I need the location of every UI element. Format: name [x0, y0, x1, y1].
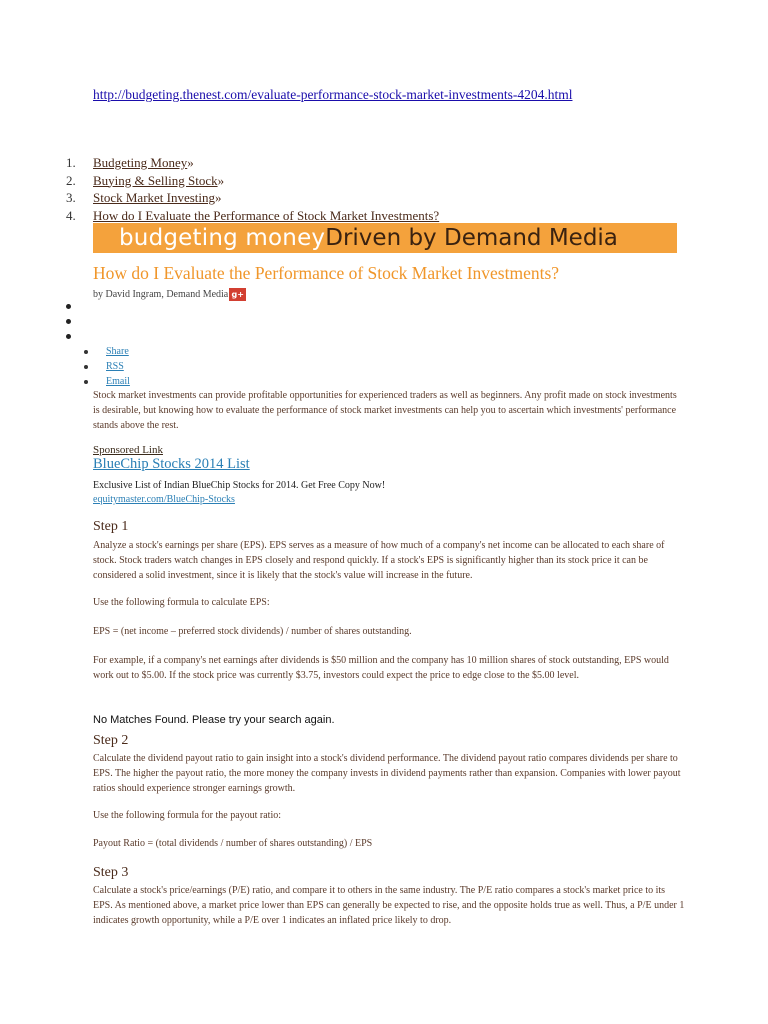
empty-bullet [66, 319, 71, 324]
breadcrumb-link-stock-market-investing[interactable]: Stock Market Investing [93, 190, 216, 205]
breadcrumb-item [66, 207, 439, 225]
source-url-link[interactable]: http://budgeting.thenest.com/evaluate-performance-stock-market-investments-4204.html [93, 87, 573, 102]
list-item [84, 359, 130, 374]
step-2-heading: Step 2 [93, 733, 129, 748]
article-byline [93, 288, 246, 301]
bullet-icon [84, 365, 88, 369]
brand-banner [93, 223, 677, 253]
breadcrumb-link-buying-selling-stock[interactable]: Buying & Selling Stock [93, 172, 218, 188]
step-2-formula: Payout Ratio = (total dividends / number of shares outstanding) / EPS [93, 838, 373, 849]
search-no-match-message: No Matches Found. Please try your search again. [93, 714, 335, 726]
step-2-paragraph: Calculate the dividend payout ratio to gain insight into a stock's dividend performance. The dividend payout ratio compares dividends per share to EPS. The higher the payout ratio, the more money the company invests in dividend payments rather than expansion. Companies with lower payout ratios should experience stronger earnings growth. [93, 753, 681, 794]
empty-bullet [66, 334, 71, 339]
step-3-heading: Step 3 [93, 865, 129, 880]
step-1-formula-intro: Use the following formula to calculate EPS: [93, 597, 270, 608]
list-item [84, 374, 130, 389]
article-title: How do I Evaluate the Performance of Stock Market Investments? [93, 263, 560, 283]
share-link[interactable]: Share [106, 346, 129, 357]
brand-tagline: Driven by Demand Media [325, 225, 618, 251]
step-1-example: For example, if a company's net earnings after dividends is $50 million and the company has 10 million shares of stock outstanding, EPS would work out to $5.00. If the stock price was currently $3.75, investors could expect the price to edge close to the $5.00 level. [93, 655, 669, 681]
breadcrumb-number: 4. [66, 207, 76, 223]
email-link[interactable]: Email [106, 376, 130, 387]
breadcrumb-item [66, 172, 439, 190]
breadcrumb [66, 154, 439, 224]
step-1-paragraph: Analyze a stock's earnings per share (EPS). EPS serves as a measure of how much of a company's net income can be allocated to each share of stock. Stock traders watch changes in EPS closely and respond quickly. If a stock's EPS is significantly higher than its stock price it can be considered a solid investment, since it is likely that the stock's value will increase in the future. [93, 540, 665, 581]
share-links-list [84, 344, 130, 389]
breadcrumb-link-current-article[interactable]: How do I Evaluate the Performance of Stock Market Investments? [93, 207, 440, 223]
sponsored-ad-text: Exclusive List of Indian BlueChip Stocks for 2014. Get Free Copy Now! [93, 480, 386, 491]
list-item [84, 344, 130, 359]
rss-link[interactable]: RSS [106, 361, 124, 372]
step-3-paragraph: Calculate a stock's price/earnings (P/E) ratio, and compare it to others in the same industry. The P/E ratio compares a stock's market price to its EPS. As mentioned above, a market price lower than EPS can generally be expected to rise, and the opposite holds true as well. Thus, a P/E under 1 indicates growth opportunity, while a P/E over 1 indicates an inflated price likely to drop. [93, 885, 685, 926]
brand-logo-text[interactable]: budgeting money [119, 225, 326, 251]
sponsored-ad-title[interactable]: BlueChip Stocks 2014 List [93, 456, 250, 472]
breadcrumb-item [66, 154, 439, 172]
breadcrumb-item [66, 189, 439, 207]
sponsored-ad-url[interactable]: equitymaster.com/BlueChip-Stocks [93, 494, 235, 505]
breadcrumb-number: 1. [66, 155, 76, 170]
step-2-formula-intro: Use the following formula for the payout ratio: [93, 810, 282, 821]
empty-bullet [66, 304, 71, 309]
breadcrumb-separator: » [187, 155, 194, 170]
byline-text: by David Ingram, Demand Media [93, 289, 229, 300]
sponsored-label[interactable]: Sponsored Link [93, 444, 163, 456]
breadcrumb-separator: » [215, 190, 222, 205]
breadcrumb-link-budgeting-money[interactable]: Budgeting Money [93, 155, 188, 170]
step-1-formula: EPS = (net income – preferred stock dividends) / number of shares outstanding. [93, 626, 412, 637]
breadcrumb-number: 3. [66, 190, 76, 205]
breadcrumb-number: 2. [66, 172, 76, 188]
intro-paragraph: Stock market investments can provide profitable opportunities for experienced traders as well as beginners. Any profit made on stock investments is desirable, but knowing how to evaluate the performance of stock market investments can help you to ascertain which investments' performance stands above the rest. [93, 390, 677, 431]
step-1-heading: Step 1 [93, 519, 129, 534]
bullet-icon [84, 350, 88, 354]
breadcrumb-separator: » [217, 172, 225, 188]
bullet-icon [84, 380, 88, 384]
google-plus-icon[interactable]: g+ [229, 288, 246, 301]
